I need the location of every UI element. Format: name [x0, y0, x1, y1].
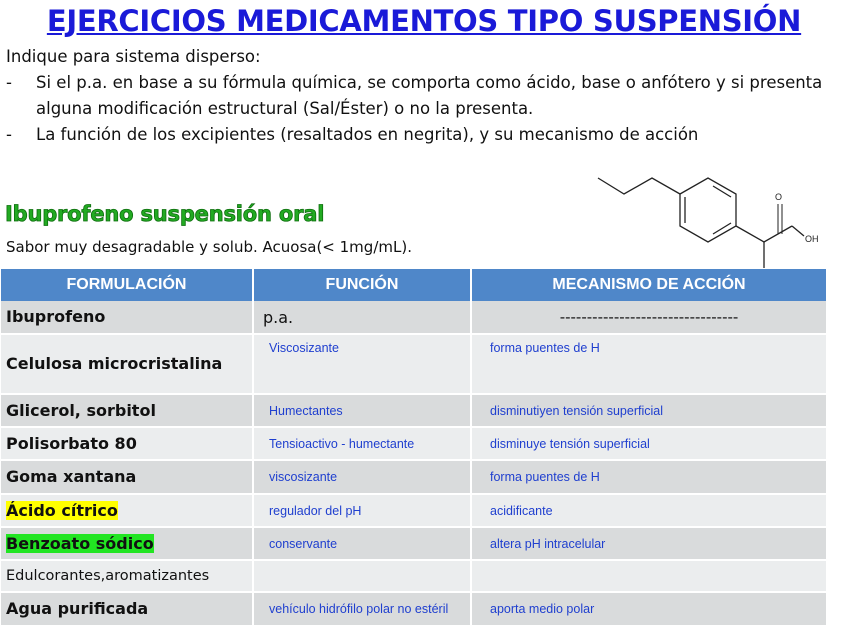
table-row — [1, 560, 827, 592]
row-function: p.a. — [253, 301, 471, 334]
instruction-bullet — [6, 122, 842, 148]
highlighted-name: Ácido cítrico — [6, 500, 118, 520]
hydroxyl-label: OH — [805, 234, 819, 244]
row-name — [1, 494, 253, 527]
row-function: regulador del pH — [253, 494, 471, 527]
table-row — [1, 427, 827, 460]
row-mechanism: altera pH intracelular — [471, 527, 827, 560]
row-function: vehículo hidrófilo polar no estéril — [253, 592, 471, 626]
instruction-bullet — [6, 70, 842, 122]
formulation-table — [1, 269, 828, 627]
row-name — [1, 527, 253, 560]
row-name: Goma xantana — [1, 460, 253, 494]
page-title: EJERCICIOS MEDICAMENTOS TIPO SUSPENSIÓN — [46, 4, 802, 38]
table-row — [1, 394, 827, 427]
row-mechanism — [471, 560, 827, 592]
section-subtitle: Sabor muy desagradable y solub. Acuosa(< 1mg/mL). — [6, 238, 412, 256]
instructions — [6, 44, 842, 148]
row-name: Celulosa microcristalina — [1, 334, 253, 394]
row-mechanism: disminuye tensión superficial — [471, 427, 827, 460]
row-mechanism: aporta medio polar — [471, 592, 827, 626]
bullet-dash: - — [6, 125, 12, 144]
bullet-dash: - — [6, 73, 12, 92]
oxygen-label: O — [775, 192, 783, 202]
table-row — [1, 592, 827, 626]
row-name: Polisorbato 80 — [1, 427, 253, 460]
bullet-text: Si el p.a. en base a su fórmula química, se comporta como ácido, base o anfótero y si presenta alguna modificación estructural (Sal/Éster) o no la presenta. — [36, 73, 823, 118]
row-mechanism: acidificante — [471, 494, 827, 527]
row-function — [253, 560, 471, 592]
table-row — [1, 527, 827, 560]
header-formulacion: FORMULACIÓN — [1, 269, 253, 301]
row-function: Tensioactivo - humectante — [253, 427, 471, 460]
header-funcion: FUNCIÓN — [253, 269, 471, 301]
row-name: Ibuprofeno — [1, 301, 253, 334]
table-row — [1, 460, 827, 494]
ibuprofen-structure-diagram — [592, 176, 832, 268]
row-function: conservante — [253, 527, 471, 560]
table-row — [1, 301, 827, 334]
row-mechanism: forma puentes de H — [471, 460, 827, 494]
row-function: viscosizante — [253, 460, 471, 494]
row-function: Viscosizante — [253, 334, 471, 394]
row-mechanism: forma puentes de H — [471, 334, 827, 394]
instructions-lead: Indique para sistema disperso: — [6, 47, 261, 66]
row-name: Glicerol, sorbitol — [1, 394, 253, 427]
row-name: Edulcorantes,aromatizantes — [1, 560, 253, 592]
header-mecanismo: MECANISMO DE ACCIÓN — [471, 269, 827, 301]
row-function: Humectantes — [253, 394, 471, 427]
row-name: Agua purificada — [1, 592, 253, 626]
table-row — [1, 494, 827, 527]
row-mechanism: --------------------------------- — [471, 301, 827, 334]
bullet-text: La función de los excipientes (resaltados en negrita), y su mecanismo de acción — [36, 125, 699, 144]
row-mechanism: disminutiyen tensión superficial — [471, 394, 827, 427]
highlighted-name: Benzoato sódico — [6, 533, 154, 553]
table-row — [1, 334, 827, 394]
section-title: Ibuprofeno suspensión oral — [5, 202, 325, 226]
table-header-row — [1, 269, 827, 301]
